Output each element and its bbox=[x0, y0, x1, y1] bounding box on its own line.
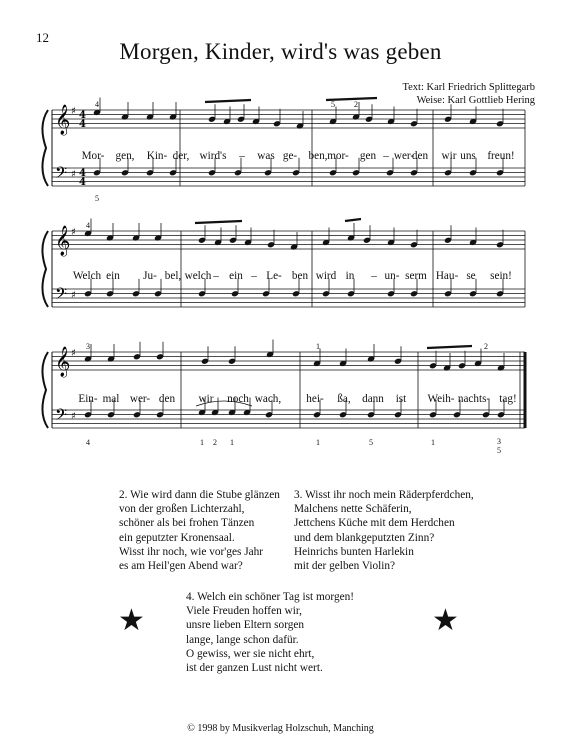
lyric-syllable: ßa, bbox=[337, 393, 351, 405]
brace bbox=[42, 110, 48, 186]
credit-lyricist: Text: Karl Friedrich Splittegarb bbox=[402, 82, 535, 93]
lyric-syllable: – bbox=[251, 270, 257, 282]
lyric-syllable: Hau- bbox=[435, 270, 459, 282]
lyric-syllable: Mor- bbox=[81, 150, 105, 162]
fingering: 4 bbox=[86, 221, 90, 230]
beam bbox=[195, 221, 242, 223]
lyric-syllable: gen, bbox=[115, 150, 135, 162]
lyric-syllable: gen bbox=[359, 150, 377, 162]
star-icon: ★ bbox=[118, 604, 145, 637]
brace bbox=[42, 231, 48, 307]
treble-clef-icon: 𝄞 bbox=[55, 226, 71, 256]
lyric-syllable: wach, bbox=[254, 393, 282, 405]
lyric-syllable: was bbox=[257, 150, 275, 162]
lyric-syllable: – bbox=[383, 150, 389, 162]
lyric-syllable: wird bbox=[315, 270, 337, 282]
verse-2: 2. Wie wird dann die Stube glänzen von der großen Lichterzahl, schöner als bei frohen Tänzen ein geputzter Kronensaal. Wisst ihr noch, wie vor'ges Jahr es am Heil'gen Abend war? bbox=[119, 489, 280, 573]
lyric-syllable: dann bbox=[362, 393, 384, 405]
fingering: 1 bbox=[230, 438, 234, 447]
lyric-syllable: ist bbox=[395, 393, 407, 405]
song-title: Morgen, Kinder, wird's was geben bbox=[119, 39, 442, 64]
lyric-syllable: bel, bbox=[164, 270, 182, 282]
fingering: 5 bbox=[497, 446, 501, 455]
fingering: 5 bbox=[95, 194, 99, 203]
fingering: 1 bbox=[431, 438, 435, 447]
sharp-icon: ♯ bbox=[71, 169, 76, 180]
lyric-syllable: mal bbox=[102, 393, 120, 405]
lyric-syllable: wir bbox=[441, 150, 457, 162]
lyric-syllable: freun! bbox=[487, 150, 515, 162]
lyric-syllable: den bbox=[411, 150, 429, 162]
lyric-syllable: tag! bbox=[499, 393, 517, 405]
time-signature: 4 bbox=[79, 177, 86, 188]
lyric-syllable: ein bbox=[106, 270, 120, 282]
lyric-syllable: – bbox=[239, 150, 245, 162]
fingering: 1 bbox=[316, 342, 320, 351]
beam bbox=[205, 100, 251, 102]
bass-clef-icon: 𝄢 bbox=[55, 285, 68, 307]
lyric-syllable: wird's bbox=[199, 150, 227, 162]
sharp-icon: ♯ bbox=[71, 227, 76, 238]
fingering: 2 bbox=[484, 342, 488, 351]
lyric-syllable: ben bbox=[291, 270, 309, 282]
lyric-syllable: wer- bbox=[129, 393, 151, 405]
bass-clef-icon: 𝄢 bbox=[55, 164, 68, 186]
beam bbox=[345, 219, 361, 221]
lyric-syllable: Weih- bbox=[427, 393, 455, 405]
bass-clef-icon: 𝄢 bbox=[55, 406, 68, 428]
sharp-icon: ♯ bbox=[71, 290, 76, 301]
lyric-syllable: se bbox=[466, 270, 476, 282]
time-signature: 4 bbox=[79, 168, 86, 179]
lyric-syllable: Welch bbox=[72, 270, 102, 282]
treble-clef-icon: 𝄞 bbox=[55, 105, 71, 135]
lyric-syllable: wer- bbox=[393, 150, 415, 162]
lyric-syllable: hei- bbox=[306, 393, 324, 405]
fingering: 5 bbox=[369, 438, 373, 447]
lyric-syllable: Kin- bbox=[146, 150, 168, 162]
fingering: 1 bbox=[200, 438, 204, 447]
lyric-syllable: uns bbox=[460, 150, 476, 162]
page-number: 12 bbox=[36, 30, 49, 45]
verse-3: 3. Wisst ihr noch mein Räderpferdchen, Malchens nette Schäferin, Jettchens Küche mit dem Herdchen und dem blankgeputzten Zinn? Heinrichs bunten Harlekin mit der gelben Violin? bbox=[294, 489, 474, 573]
beam bbox=[427, 346, 472, 348]
lyric-syllable: – bbox=[213, 270, 219, 282]
fingering: 2 bbox=[213, 438, 217, 447]
lyric-syllable: ben, bbox=[308, 150, 328, 162]
lyric-syllable: ge- bbox=[282, 150, 298, 162]
lyric-syllable: in bbox=[345, 270, 355, 282]
fingering: 5 bbox=[331, 100, 335, 109]
lyric-syllable: nachts- bbox=[457, 393, 491, 405]
star-icon: ★ bbox=[432, 604, 459, 637]
lyric-syllable: der, bbox=[172, 150, 190, 162]
lyric-syllable: – bbox=[371, 270, 377, 282]
verse-4: 4. Welch ein schöner Tag ist morgen! Viele Freuden hoffen wir, unsre lieben Eltern sorgen lange, lange schon dafür. O gewiss, wer sie nicht ehrt, ist der ganzen Lust nicht wert. bbox=[186, 591, 355, 675]
lyric-syllable: serm bbox=[405, 270, 427, 282]
lyric-syllable: Ju- bbox=[143, 270, 157, 282]
fingering: 4 bbox=[86, 438, 90, 447]
lyric-syllable: Ein- bbox=[78, 393, 98, 405]
time-signature: 4 bbox=[79, 119, 86, 130]
lyric-syllable: welch bbox=[184, 270, 212, 282]
treble-clef-icon: 𝄞 bbox=[55, 347, 71, 377]
brace bbox=[42, 352, 48, 428]
fingering: 3 bbox=[497, 437, 501, 446]
lyric-syllable: sein! bbox=[490, 270, 512, 282]
lyric-syllable: ein bbox=[229, 270, 243, 282]
lyric-syllable: mor- bbox=[327, 150, 349, 162]
fingering: 1 bbox=[316, 438, 320, 447]
sharp-icon: ♯ bbox=[71, 348, 76, 359]
credit-composer: Weise: Karl Gottlieb Hering bbox=[416, 95, 535, 106]
lyric-syllable: den bbox=[158, 393, 176, 405]
time-signature: 4 bbox=[79, 110, 86, 121]
copyright-notice: © 1998 by Musikverlag Holzschuh, Manching bbox=[187, 723, 374, 734]
lyric-syllable: un- bbox=[384, 270, 400, 282]
fingering: 2 bbox=[354, 100, 358, 109]
fingering: 3 bbox=[86, 342, 90, 351]
lyric-syllable: Le- bbox=[266, 270, 282, 282]
sharp-icon: ♯ bbox=[71, 411, 76, 422]
lyric-syllable: wir bbox=[198, 393, 214, 405]
lyric-syllable: noch bbox=[227, 393, 249, 405]
fingering: 4 bbox=[95, 100, 99, 109]
sharp-icon: ♯ bbox=[71, 106, 76, 117]
